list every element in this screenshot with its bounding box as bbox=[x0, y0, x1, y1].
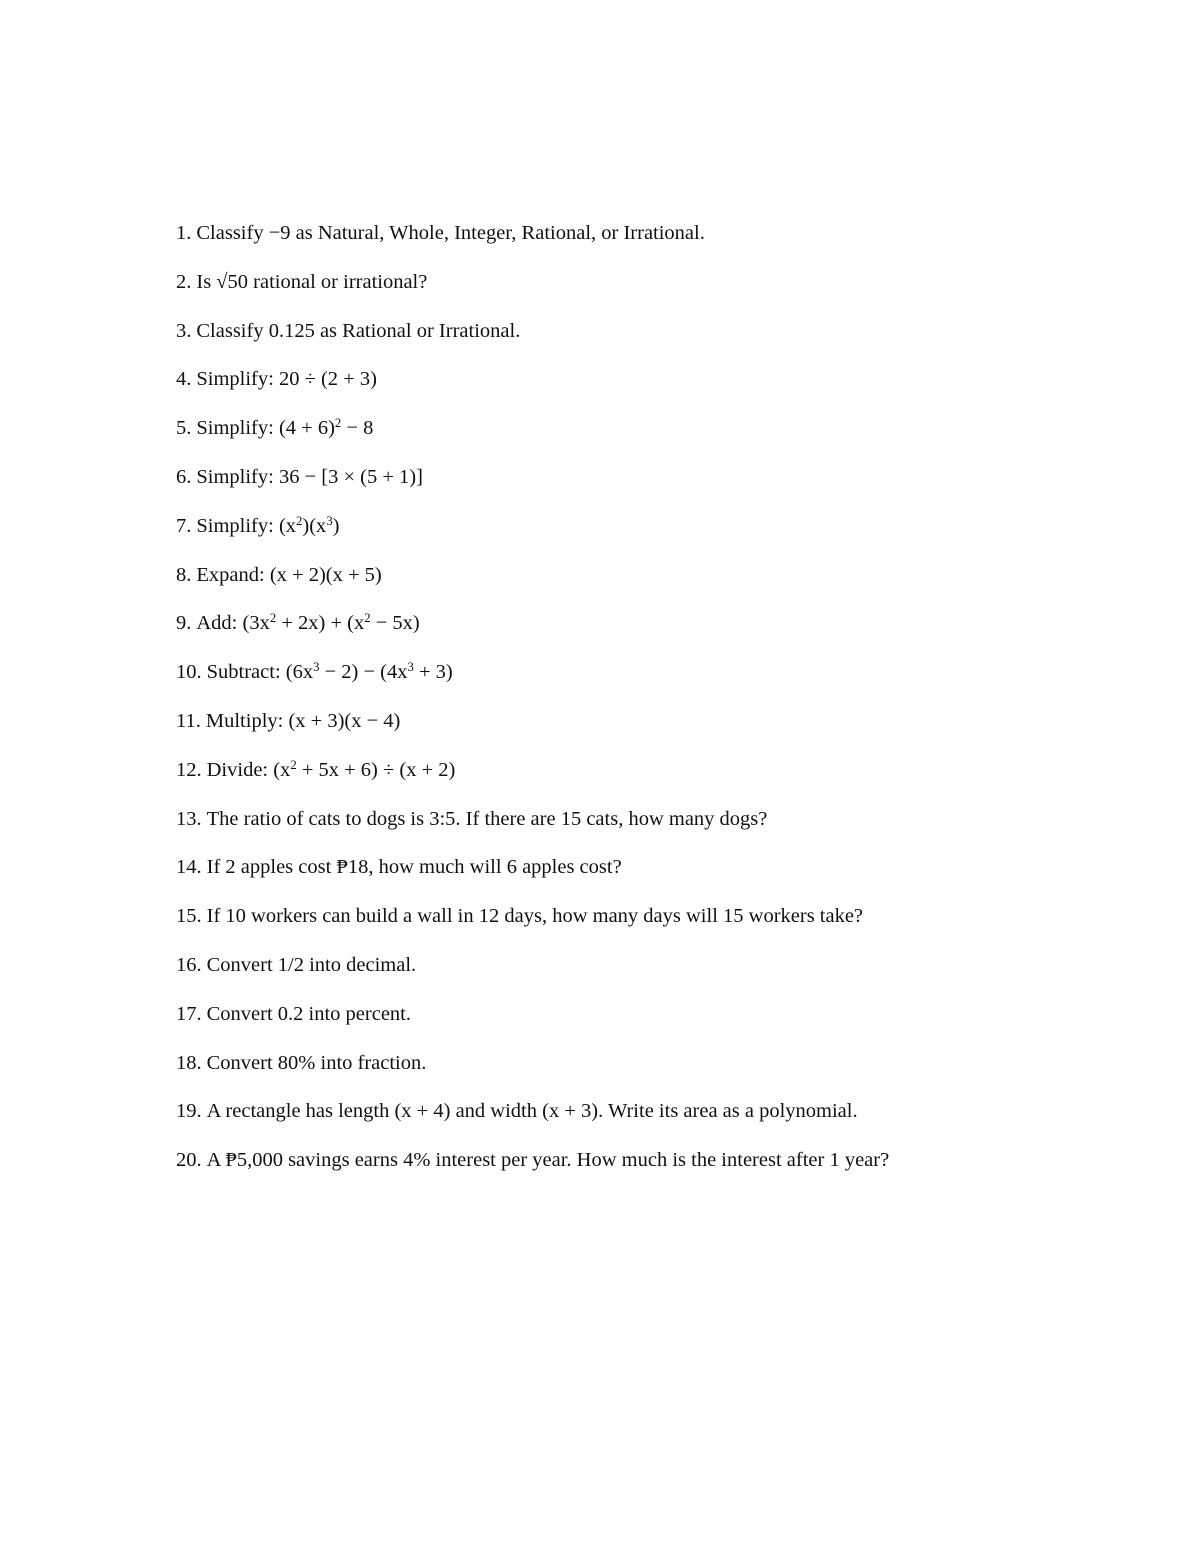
question-item bbox=[176, 411, 1136, 460]
question-text bbox=[196, 515, 339, 537]
question-number: 2. bbox=[176, 270, 192, 293]
question-item bbox=[176, 216, 1136, 265]
question-number: 1. bbox=[176, 222, 192, 244]
question-text-segment: If 10 workers can build a wall in 12 days, how many days will 15 workers take? bbox=[206, 905, 864, 928]
question-number: 19. bbox=[176, 1100, 202, 1123]
question-number: 4. bbox=[176, 368, 192, 391]
question-item bbox=[176, 362, 1136, 411]
question-text-segment: Convert 0.2 into percent. bbox=[206, 1002, 412, 1025]
question-item bbox=[176, 460, 1136, 509]
question-number: 12. bbox=[176, 758, 202, 781]
question-item bbox=[176, 1094, 1136, 1143]
question-text bbox=[207, 1003, 411, 1025]
question-item bbox=[176, 899, 1136, 948]
question-text-segment: Divide: (x bbox=[206, 758, 291, 781]
question-text-segment: Subtract: (6x bbox=[206, 661, 314, 684]
question-text-segment: Simplify: 36 − [3 × (5 + 1)] bbox=[196, 465, 423, 488]
question-text bbox=[196, 222, 704, 244]
question-number: 16. bbox=[176, 953, 202, 976]
question-text bbox=[196, 271, 427, 293]
question-text-segment: + 3) bbox=[413, 661, 453, 684]
question-text-segment: Add: (3x bbox=[196, 612, 270, 635]
question-item bbox=[176, 802, 1136, 851]
question-item bbox=[176, 509, 1136, 558]
question-text-segment: Is √50 rational or irrational? bbox=[196, 270, 428, 293]
question-item bbox=[176, 997, 1136, 1046]
question-item bbox=[176, 606, 1136, 655]
exponent: 2 bbox=[269, 611, 277, 626]
exponent: 2 bbox=[296, 513, 303, 528]
question-text bbox=[207, 1100, 858, 1122]
question-text-segment: A rectangle has length (x + 4) and width (x + 3). Write its area as a polynomial. bbox=[206, 1100, 858, 1123]
question-item bbox=[176, 314, 1136, 363]
question-item bbox=[176, 1143, 1136, 1192]
question-text-segment: Classify 0.125 as Rational or Irrational. bbox=[196, 319, 521, 342]
question-text-segment: − 8 bbox=[341, 417, 374, 440]
question-number: 7. bbox=[176, 514, 192, 537]
question-text bbox=[206, 710, 401, 732]
question-text bbox=[207, 661, 453, 683]
question-number: 15. bbox=[176, 905, 202, 928]
question-item bbox=[176, 704, 1136, 753]
question-text-segment: Convert 1/2 into decimal. bbox=[206, 953, 417, 976]
question-text-segment: ) bbox=[332, 514, 340, 537]
exponent: 3 bbox=[313, 660, 320, 675]
question-number: 9. bbox=[176, 612, 192, 635]
question-text-segment: − 2) − (4x bbox=[319, 661, 408, 684]
question-text bbox=[207, 1052, 427, 1074]
question-number: 13. bbox=[176, 807, 202, 830]
question-number: 8. bbox=[176, 563, 192, 586]
question-text-segment: Simplify: (x bbox=[196, 514, 297, 537]
question-text bbox=[207, 808, 768, 830]
question-text bbox=[196, 368, 377, 390]
question-text-segment: + 5x + 6) ÷ (x + 2) bbox=[296, 758, 456, 781]
question-text bbox=[196, 320, 520, 342]
question-number: 20. bbox=[176, 1149, 202, 1172]
question-text bbox=[196, 417, 373, 439]
question-text-segment: Simplify: (4 + 6) bbox=[196, 417, 335, 440]
question-text-segment: Multiply: (x + 3)(x − 4) bbox=[205, 709, 401, 732]
question-text bbox=[196, 612, 419, 634]
question-text-segment: − 5x) bbox=[370, 612, 420, 635]
question-text-segment: )(x bbox=[302, 514, 327, 537]
question-text bbox=[207, 856, 622, 878]
question-item bbox=[176, 1046, 1136, 1095]
question-item bbox=[176, 753, 1136, 802]
question-number: 6. bbox=[176, 465, 192, 488]
question-text-segment: Expand: (x + 2)(x + 5) bbox=[196, 563, 382, 586]
question-item bbox=[176, 655, 1136, 704]
question-item bbox=[176, 850, 1136, 899]
question-text-segment: A ₱5,000 savings earns 4% interest per year. How much is the interest after 1 year? bbox=[206, 1149, 890, 1172]
question-text bbox=[207, 954, 417, 976]
question-text-segment: The ratio of cats to dogs is 3:5. If there are 15 cats, how many dogs? bbox=[206, 807, 768, 830]
exponent: 2 bbox=[364, 611, 371, 626]
question-list bbox=[176, 216, 1136, 1192]
question-text bbox=[207, 759, 456, 781]
question-number: 11. bbox=[176, 709, 201, 732]
question-number: 5. bbox=[176, 417, 192, 440]
question-text bbox=[207, 1149, 890, 1171]
question-text bbox=[196, 466, 423, 488]
question-number: 3. bbox=[176, 319, 192, 342]
exponent: 2 bbox=[290, 757, 297, 772]
question-text bbox=[196, 564, 381, 586]
question-number: 18. bbox=[176, 1051, 202, 1074]
question-text-segment: If 2 apples cost ₱18, how much will 6 apples cost? bbox=[206, 856, 622, 879]
question-item bbox=[176, 948, 1136, 997]
question-text bbox=[207, 905, 863, 927]
question-item bbox=[176, 558, 1136, 607]
question-number: 14. bbox=[176, 856, 202, 879]
exponent: 2 bbox=[334, 416, 342, 431]
exponent: 3 bbox=[326, 513, 333, 528]
question-text-segment: Convert 80% into fraction. bbox=[206, 1051, 427, 1074]
question-text-segment: Simplify: 20 ÷ (2 + 3) bbox=[196, 368, 377, 391]
exponent: 3 bbox=[407, 660, 414, 675]
question-text-segment: + 2x) + (x bbox=[276, 612, 365, 635]
question-text-segment: Classify −9 as Natural, Whole, Integer, Rational, or Irrational. bbox=[196, 222, 705, 244]
question-number: 17. bbox=[176, 1002, 202, 1025]
question-number: 10. bbox=[176, 661, 202, 684]
question-item bbox=[176, 265, 1136, 314]
